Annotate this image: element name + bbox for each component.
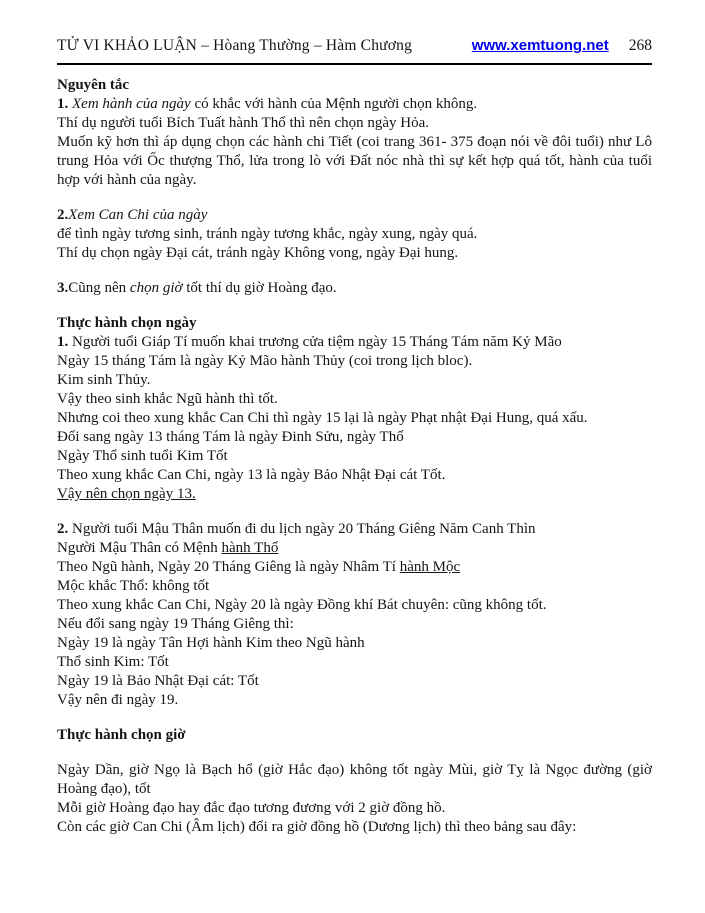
text-run: Muốn kỹ hơn thì áp dụng chọn các hành chi Tiết (coi trang 361- 375 đoạn nói về đôi tuổi) như Lô trung Hỏa với Ốc thượng Thổ, lửa trong lò với Đất nóc nhà thì sự kết hợp quá tốt, hành của tuổi hợp với hành của ngày. bbox=[57, 134, 652, 188]
text-run: 3. bbox=[57, 280, 69, 296]
paragraph bbox=[57, 114, 652, 133]
text-run: Thực hành chọn ngày bbox=[57, 315, 197, 331]
page-number: 268 bbox=[628, 37, 652, 54]
paragraph-spacer bbox=[57, 745, 652, 761]
text-run: Ngày Thổ sinh tuổi Kim Tốt bbox=[57, 448, 228, 464]
text-run: có khắc với hành của Mệnh người chọn không. bbox=[190, 96, 478, 112]
text-run: Người tuổi Giáp Tí muốn khai trương cửa tiệm ngày 15 Tháng Tám năm Kỷ Mão bbox=[72, 334, 562, 350]
page-header bbox=[57, 36, 652, 56]
text-run: Nguyên tắc bbox=[57, 77, 130, 93]
paragraph-spacer bbox=[57, 710, 652, 726]
text-run: Mộc khắc Thổ: không tốt bbox=[57, 578, 210, 594]
text-run: tốt thí dụ giờ Hoàng đạo. bbox=[182, 280, 337, 296]
paragraph bbox=[57, 244, 652, 263]
text-run: Người Mậu Thân có Mệnh bbox=[57, 540, 222, 556]
text-run: Cũng nên bbox=[68, 280, 130, 296]
section-heading bbox=[57, 726, 652, 745]
text-run: hành Mộc bbox=[399, 559, 461, 575]
paragraph bbox=[57, 390, 652, 409]
paragraph-spacer bbox=[57, 263, 652, 279]
paragraph bbox=[57, 485, 652, 504]
paragraph-spacer bbox=[57, 298, 652, 314]
text-run: Đổi sang ngày 13 tháng Tám là ngày Đinh Sửu, ngày Thổ bbox=[57, 429, 404, 445]
paragraph bbox=[57, 799, 652, 818]
header-divider bbox=[57, 63, 652, 65]
paragraph bbox=[57, 672, 652, 691]
text-run: Nhưng coi theo xung khắc Can Chi thì ngày 15 lại là ngày Phạt nhật Đại Hung, quá xấu. bbox=[57, 410, 588, 426]
text-run: 1. bbox=[57, 96, 72, 112]
text-run: Còn các giờ Can Chi (Âm lịch) đổi ra giờ đồng hồ (Dương lịch) thì theo bảng sau đây: bbox=[57, 819, 577, 835]
paragraph bbox=[57, 539, 652, 558]
paragraph-spacer bbox=[57, 190, 652, 206]
text-run: hành Thổ bbox=[221, 540, 279, 556]
text-run: 1. bbox=[57, 334, 72, 350]
text-run: 2. bbox=[57, 207, 69, 223]
text-run: Ngày 15 tháng Tám là ngày Kỷ Mão hành Thủy (coi trong lịch bloc). bbox=[57, 353, 473, 369]
paragraph bbox=[57, 634, 652, 653]
text-run: Theo xung khắc Can Chi, Ngày 20 là ngày Đồng khí Bát chuyên: cũng không tốt. bbox=[57, 597, 547, 613]
text-run: Mỗi giờ Hoàng đạo hay đắc đạo tương đương với 2 giờ đồng hồ. bbox=[57, 800, 446, 816]
paragraph bbox=[57, 225, 652, 244]
paragraph bbox=[57, 206, 652, 225]
paragraph bbox=[57, 653, 652, 672]
paragraph bbox=[57, 333, 652, 352]
document-body bbox=[57, 76, 652, 837]
text-run: Vậy theo sinh khắc Ngũ hành thì tốt. bbox=[57, 391, 278, 407]
paragraph bbox=[57, 352, 652, 371]
text-run: Xem Can Chi của ngày bbox=[68, 207, 208, 223]
text-run: Thí dụ chọn ngày Đại cát, tránh ngày Không vong, ngày Đại hung. bbox=[57, 245, 459, 261]
text-run: để tình ngày tương sinh, tránh ngày tương khắc, ngày xung, ngày quá. bbox=[57, 226, 478, 242]
paragraph bbox=[57, 371, 652, 390]
paragraph bbox=[57, 596, 652, 615]
text-run: chọn giờ bbox=[129, 280, 183, 296]
paragraph bbox=[57, 558, 652, 577]
section-heading bbox=[57, 76, 652, 95]
paragraph bbox=[57, 520, 652, 539]
text-run: Xem hành của ngày bbox=[72, 96, 191, 112]
section-heading bbox=[57, 314, 652, 333]
text-run: Thực hành chọn giờ bbox=[57, 727, 186, 743]
text-run: Vậy nên đi ngày 19. bbox=[57, 692, 179, 708]
text-run: Thổ sinh Kim: Tốt bbox=[57, 654, 169, 670]
paragraph bbox=[57, 279, 652, 298]
text-run: 2. bbox=[57, 521, 72, 537]
text-run: Ngày Dần, giờ Ngọ là Bạch hổ (giờ Hắc đạo) không tốt ngày Mùi, giờ Tỵ là Ngọc đường (giờ Hoàng đạo), tốt bbox=[57, 762, 652, 797]
text-run: Ngày 19 là ngày Tân Hợi hành Kim theo Ngũ hành bbox=[57, 635, 365, 651]
document-header-title: TỬ VI KHẢO LUẬN – Hòang Thường – Hàm Chương bbox=[57, 37, 413, 54]
text-run: Theo Ngũ hành, Ngày 20 Tháng Giêng là ngày Nhâm Tí bbox=[57, 559, 400, 575]
text-run: Thí dụ người tuổi Bích Tuất hành Thổ thì nên chọn ngày Hỏa. bbox=[57, 115, 430, 131]
website-link[interactable]: www.xemtuong.net bbox=[471, 37, 609, 54]
paragraph bbox=[57, 447, 652, 466]
paragraph bbox=[57, 466, 652, 485]
paragraph bbox=[57, 818, 652, 837]
text-run: Nếu đổi sang ngày 19 Tháng Giêng thì: bbox=[57, 616, 294, 632]
paragraph bbox=[57, 95, 652, 114]
paragraph bbox=[57, 428, 652, 447]
paragraph bbox=[57, 577, 652, 596]
text-run: Người tuổi Mậu Thân muốn đi du lịch ngày 20 Tháng Giêng Năm Canh Thìn bbox=[72, 521, 536, 537]
paragraph bbox=[57, 615, 652, 634]
paragraph bbox=[57, 761, 652, 799]
paragraph bbox=[57, 409, 652, 428]
paragraph-spacer bbox=[57, 504, 652, 520]
text-run: Ngày 19 là Bảo Nhật Đại cát: Tốt bbox=[57, 673, 259, 689]
header-right-group bbox=[472, 36, 652, 56]
paragraph bbox=[57, 691, 652, 710]
text-run: Kim sinh Thủy. bbox=[57, 372, 151, 388]
paragraph bbox=[57, 133, 652, 190]
text-run: Vậy nên chọn ngày 13. bbox=[57, 486, 196, 502]
text-run: Theo xung khắc Can Chi, ngày 13 là ngày Bảo Nhật Đại cát Tốt. bbox=[57, 467, 446, 483]
